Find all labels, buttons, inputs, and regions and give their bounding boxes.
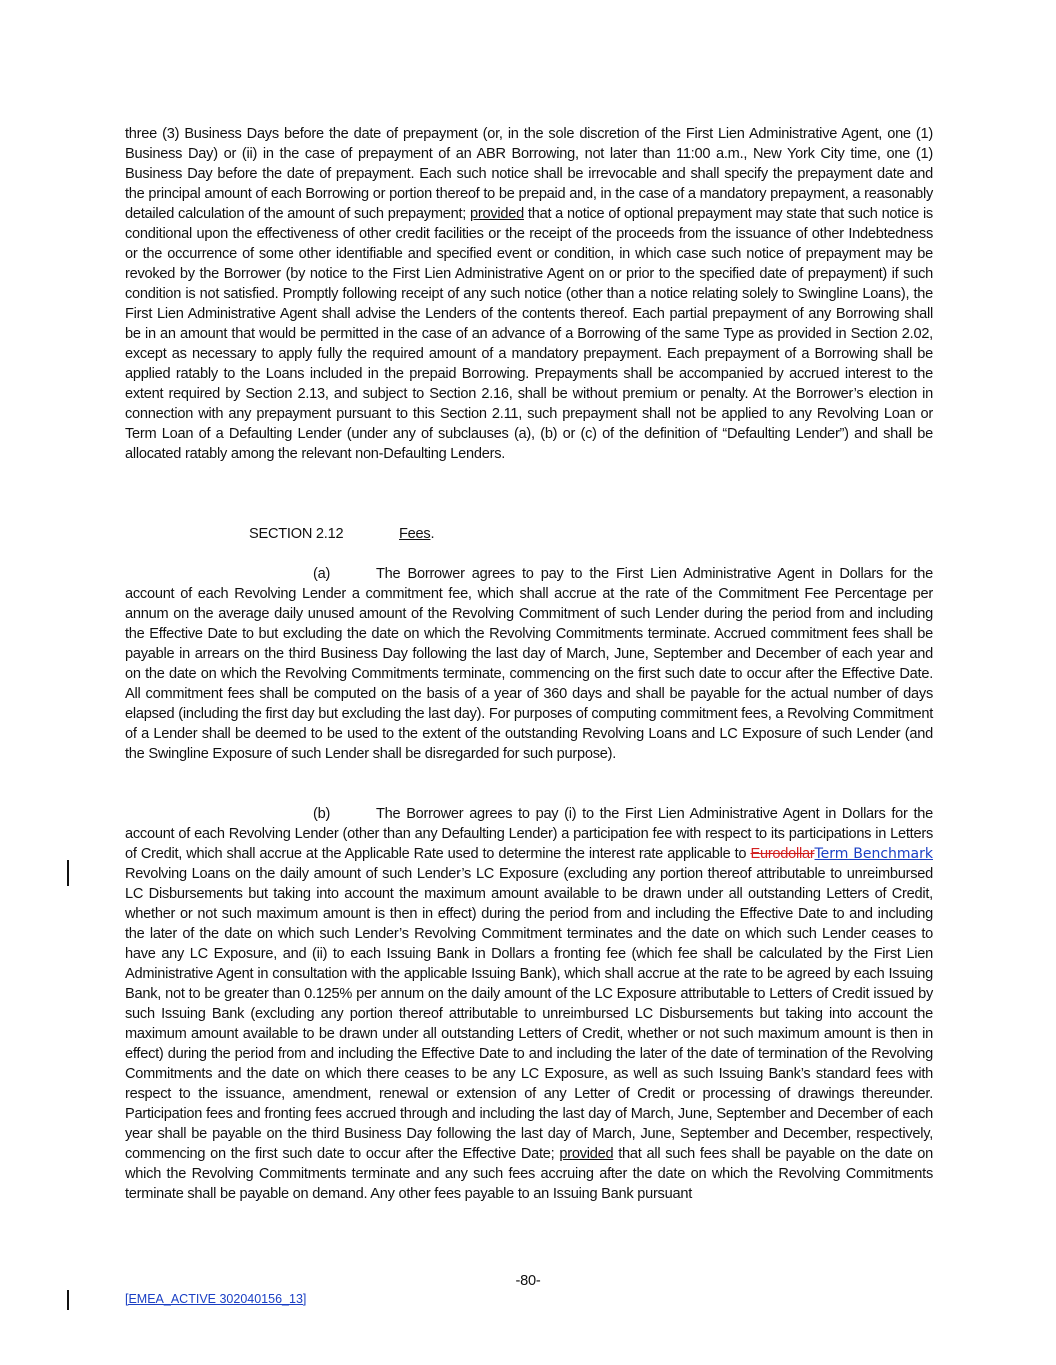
- clause-text: The Borrower agrees to pay to the First Lien Administrative Agent in Dollars for the account of each Revolving Lender a commitment fee, which shall accrue at the rate of the Commitment Fee Percentage per annum on the average daily unused amount of the Revolving Commitment of such Lender during the period from and including the Effective Date to but excluding the date on which the Revolving Commitments terminate. Accrued commitment fees shall be payable in arrears on the third Business Day following the last day of March, June, September and December of each year and on the date on which the Revolving Commitments terminate, commencing on the first such date to occur after the Effective Date. All commitment fees shall be computed on the basis of a year of 360 days and shall be payable for the actual number of days elapsed (including the first day but excluding the last day). For purposes of computing commitment fees, a Revolving Commitment of a Lender shall be deemed to be used to the extent of the outstanding Revolving Loans and LC Exposure of such Lender (and the Swingline Exposure of such Lender shall be disregarded for such purpose).: [125, 566, 933, 762]
- section-number: SECTION 2.12: [249, 526, 344, 542]
- clause-text: The Borrower agrees to pay (i) to the First Lien Administrative Agent in Dollars for the account of each Revolving Lender (other than any Defaulting Lender) a participation fee with respect to its participations in Letters of Credit, which shall accrue at the Applicable Rate used to determine the interest rate applicable to: [125, 806, 933, 862]
- section-heading: [249, 524, 434, 544]
- section-title: Fees: [399, 526, 431, 542]
- provided-term: provided: [470, 206, 524, 222]
- inserted-text: Term Benchmark: [814, 846, 933, 862]
- revision-change-bar: [67, 860, 69, 886]
- clause-label: (b): [313, 806, 331, 822]
- clause-a: [125, 564, 933, 764]
- clause-label: (a): [313, 566, 331, 582]
- paragraph-prepayment-notice: [125, 124, 933, 464]
- deleted-text: Eurodollar: [750, 846, 815, 862]
- clause-b: [125, 804, 933, 1204]
- provided-term: provided: [559, 1146, 614, 1162]
- clause-text: that all such fees shall be payable on the date on which the Revolving Commitments terminate and any such fees accruing after the date on which the Revolving Commitments terminate shall be payable on demand. Any other fees payable to an Issuing Bank pursuant: [125, 1146, 934, 1202]
- section-title-suffix: .: [430, 526, 435, 542]
- document-id: [EMEA_ACTIVE 302040156_13]: [125, 1292, 307, 1306]
- paragraph-text: that a notice of optional prepayment may state that such notice is conditional upon the effectiveness of other credit facilities or the receipt of the proceeds from the issuance of other Indebtedness or the occurrence of some other identifiable and specified event or condition, in which case such notice of prepayment may be revoked by the Borrower (by notice to the First Lien Administrative Agent on or prior to the specified date of prepayment) if such condition is not satisfied. Promptly following receipt of any such notice (other than a notice relating solely to Swingline Loans), the First Lien Administrative Agent shall advise the Lenders of the contents thereof. Each partial prepayment of any Borrowing shall be in an amount that would be permitted in the case of an advance of a Borrowing of the same Type as provided in Section 2.02, except as necessary to apply fully the required amount of a mandatory prepayment. Each prepayment of a Borrowing shall be applied ratably to the Loans included in the prepaid Borrowing. Prepayments shall be accompanied by accrued interest to the extent required by Section 2.13, and subject to Section 2.16, shall be without premium or penalty. At the Borrower’s election in connection with any prepayment pursuant to this Section 2.11, such prepayment shall not be applied to any Revolving Loan or Term Loan of a Defaulting Lender (under any of subclauses (a), (b) or (c) of the definition of “Defaulting Lender”) and shall be allocated ratably among the relevant non-Defaulting Lenders.: [125, 206, 933, 462]
- revision-change-bar: [67, 1290, 69, 1310]
- page-number: -80-: [515, 1273, 541, 1289]
- paragraph-text: three (3) Business Days before the date of prepayment (or, in the sole discretion of the First Lien Administrative Agent, one (1) Business Day) or (ii) in the case of prepayment of an ABR Borrowing, not later than 11:00 a.m., New York City time, one (1) Business Day before the date of prepayment. Each such notice shall be irrevocable and shall specify the prepayment date and the principal amount of each Borrowing or portion thereof to be prepaid and, in the case of a mandatory prepayment, a reasonably detailed calculation of the amount of such prepayment;: [125, 126, 933, 222]
- clause-text: Revolving Loans on the daily amount of such Lender’s LC Exposure (excluding any portion thereof attributable to unreimbursed LC Disbursements but taking into account the maximum amount available to be drawn under all outstanding Letters of Credit, whether or not such maximum amount is then in effect) during the period from and including the Effective Date to and including the later of the date on which such Lender’s Revolving Commitment terminates and the date on which such Lender ceases to have any LC Exposure, and (ii) to each Issuing Bank in Dollars a fronting fee (which fee shall be calculated by the First Lien Administrative Agent in consultation with the applicable Issuing Bank), which shall accrue at the rate to be agreed by each Issuing Bank, not to be greater than 0.125% per annum on the daily amount of the LC Exposure attributable to Letters of Credit issued by such Issuing Bank (excluding any portion thereof attributable to unreimbursed LC Disbursements but taking into account the maximum amount available to be drawn under all outstanding Letters of Credit, whether or not such maximum amount is then in effect) during the period from and including the Effective Date to and including the later of the date of termination of the Revolving Commitments and the date on which there ceases to be any LC Exposure, as well as such Issuing Bank’s standard fees with respect to the issuance, amendment, renewal or extension of any Letter of Credit or processing of drawings thereunder. Participation fees and fronting fees accrued through and including the last day of March, June, September and December of each year shall be payable on the third Business Day following the last day of March, June, September and December, respectively, commencing on the first such date to occur after the Effective Date;: [125, 866, 933, 1162]
